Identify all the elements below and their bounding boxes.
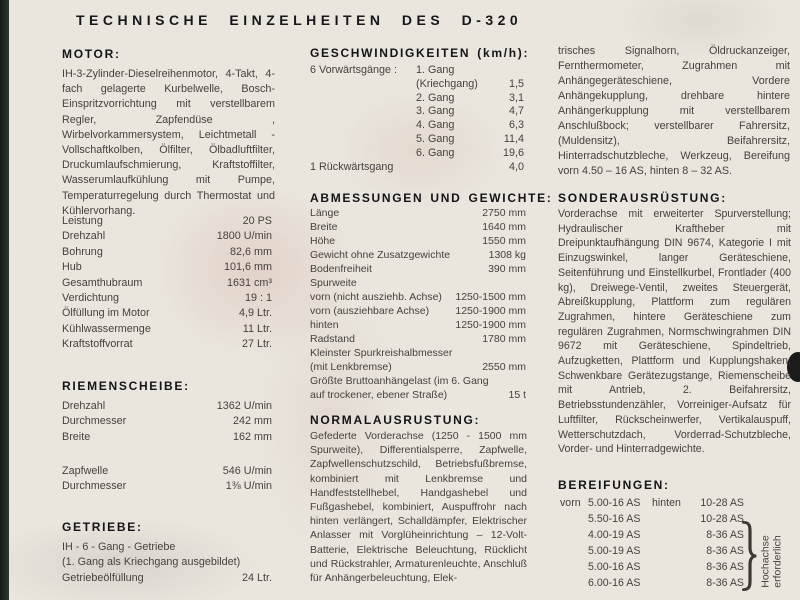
spec-row — [310, 206, 526, 220]
tire-rear-size: 8-36 AS — [706, 545, 744, 557]
spec-value: 101,6 mm — [223, 261, 272, 274]
tires-note-line: erforderlich — [771, 535, 783, 588]
spec-row — [62, 479, 272, 494]
riemenscheibe-spec-table — [62, 399, 272, 445]
spec-value: 19 : 1 — [244, 292, 272, 305]
spec-label: Höhe — [310, 235, 336, 247]
spec-row — [310, 262, 526, 276]
speed-value: 4,0 — [508, 160, 524, 173]
gear-label: 6. Gang — [416, 146, 455, 159]
speed-value: 3,1 — [508, 91, 524, 104]
tire-front-size: 5.00-16 AS — [588, 561, 641, 573]
tire-rear-size: 10-28 AS — [700, 497, 744, 509]
spec-row — [62, 229, 272, 244]
tire-rear-size: 8-36 AS — [706, 561, 744, 573]
speed-row — [310, 133, 524, 147]
tire-front-label — [560, 527, 588, 543]
spec-row — [310, 276, 526, 290]
getriebe-line: IH - 6 - Gang - Getriebe — [62, 541, 176, 553]
spec-value: 1800 U/min — [216, 230, 272, 243]
tire-rear-label — [652, 511, 696, 527]
spec-row — [62, 337, 272, 352]
spec-value: 1250-1500 mm — [455, 291, 526, 303]
tire-rear-size: 8-36 AS — [706, 577, 744, 589]
standard-equipment-text-continued: trisches Signalhorn, Öldruckanzeiger, Fernthermometer, Zugrahmen mit Anhängegeräteschiene, Vordere Anhängekupplung, drehbare hintere Anhängerkupplung mit verstellbarem Anschlußbock; verstellbarer Fahrersitz, (Muldensitz), Beifahrersitz, Hinterradschutzbleche, Werkzeug, Bereifung vorn 4.50 – 16 AS, hinten 8 – 32 AS. — [558, 45, 790, 177]
spec-value: 1250-1900 mm — [455, 319, 526, 331]
tire-row — [560, 527, 744, 543]
speed-prefix — [310, 92, 416, 106]
speed-prefix — [310, 105, 416, 119]
gear-label — [416, 161, 488, 175]
speed-row — [310, 78, 524, 92]
spec-row — [310, 234, 526, 248]
tire-row — [560, 495, 744, 511]
spec-row — [62, 414, 272, 429]
tire-front-size: 5.00-16 AS — [588, 497, 641, 509]
spec-label: Gewicht ohne Zusatzgewichte — [310, 249, 451, 261]
spec-row — [62, 291, 272, 306]
getriebe-description — [62, 540, 274, 571]
spec-value: 20 PS — [242, 215, 272, 227]
spec-value: 4,9 Ltr. — [238, 307, 272, 320]
tires-note — [752, 520, 792, 592]
spec-row — [62, 245, 272, 260]
spec-value: 24 Ltr. — [241, 572, 272, 584]
spec-row — [62, 571, 272, 586]
gear-label: 4. Gang — [416, 119, 455, 132]
tire-front-size: 5.00-19 AS — [588, 545, 641, 557]
spec-row — [62, 322, 272, 337]
zapfwelle-spec-table — [62, 464, 272, 495]
spec-label: Leistung — [62, 215, 103, 227]
spec-value: 1⅜ U/min — [225, 480, 272, 493]
spec-row — [62, 306, 272, 321]
spec-row — [62, 214, 272, 229]
spec-row — [310, 388, 526, 402]
speed-value — [488, 64, 524, 78]
spec-label: Hub — [62, 261, 82, 274]
tire-front-label — [560, 511, 588, 527]
spec-label: hinten — [310, 319, 339, 331]
spec-label: Breite — [62, 430, 91, 443]
spec-label: Durchmesser — [62, 480, 127, 493]
section-heading-sonderausruestung: SONDERAUSRÜSTUNG: — [558, 191, 727, 205]
spec-value: 1250-1900 mm — [455, 305, 526, 317]
spec-value: 1550 mm — [482, 235, 526, 247]
spec-label: Spurweite — [310, 277, 357, 289]
spec-row — [310, 318, 526, 332]
tire-front-label — [560, 575, 588, 591]
spec-label: Zapfwelle — [62, 465, 109, 477]
section-heading-abmessungen: ABMESSUNGEN UND GEWICHTE: — [310, 191, 553, 205]
spec-value: 546 U/min — [222, 465, 272, 477]
spec-value: 15 t — [508, 389, 526, 401]
tire-front-label — [560, 559, 588, 575]
speed-value: 19,6 — [502, 146, 524, 159]
spec-label: Ölfüllung im Motor — [62, 307, 150, 320]
speed-row — [310, 119, 524, 133]
spec-label: Gesamthubraum — [62, 276, 143, 289]
spec-value: 1631 cm³ — [226, 276, 272, 289]
page-title: TECHNISCHE EINZELHEITEN DES D-320 — [76, 12, 523, 28]
spec-row — [310, 360, 526, 374]
tire-row — [560, 543, 744, 559]
gear-label: 5. Gang — [416, 132, 455, 145]
section-heading-geschwindigkeiten: GESCHWINDIGKEITEN (km/h): — [310, 46, 530, 60]
dimensions-table — [310, 206, 526, 402]
standard-equipment-text: Gefederte Vorderachse (1250 - 1500 mm Spurweite), Differentialsperre, Zapfwelle, Zapfwellenschutzschild, Betriebsfußbremse, kombiniert mit Lenkbremse und Handfeststellhebel, Handgashebel und Fußgashebel, kombiniert, Auspuffrohr nach hinten verlängert, Schalldämpfer, Elektrischer Anlasser mit Vorglüheinrichtung – 12-Volt-Batterie, Elektrische Beleuchtung, Rücklicht und Rückstrahler, Armaturenleuchte, Anschluß für Anhängerbeleuchtung, Elek- — [310, 430, 527, 585]
speed-row — [310, 161, 524, 175]
speed-prefix: 6 Vorwärtsgänge : — [310, 64, 398, 76]
section-heading-motor: MOTOR: — [62, 47, 121, 61]
spec-label: Radstand — [310, 333, 355, 345]
spec-value: 2750 mm — [482, 207, 526, 219]
spec-label: Größte Bruttoanhängelast (im 6. Gang — [310, 375, 489, 387]
spec-value: 82,6 mm — [229, 245, 272, 258]
speed-prefix — [310, 119, 416, 133]
tires-table — [560, 495, 744, 591]
speed-value: 6,3 — [508, 119, 524, 132]
tire-rear-label — [652, 527, 696, 543]
spec-value: 242 mm — [232, 415, 272, 428]
spec-row — [310, 248, 526, 262]
speed-row — [310, 105, 524, 119]
spec-label: Länge — [310, 207, 340, 219]
tire-rear-size: 8-36 AS — [706, 529, 744, 541]
section-heading-normalausruestung: NORMALAUSRUSTUNG: — [310, 413, 481, 427]
spec-value: 390 mm — [488, 263, 526, 275]
spec-label: Breite — [310, 221, 338, 233]
speeds-table — [310, 64, 524, 174]
gear-label: 3. Gang — [416, 105, 455, 118]
tire-rear-size: 10-28 AS — [700, 513, 744, 525]
tire-front-size: 4.00-19 AS — [588, 529, 641, 541]
spec-label: Getriebeölfüllung — [62, 572, 144, 584]
speed-value: 11,4 — [503, 132, 524, 145]
gear-label: 2. Gang — [416, 91, 455, 104]
tire-front-label — [560, 543, 588, 559]
tire-row — [560, 511, 744, 527]
gear-label: (Kriechgang) — [416, 77, 478, 90]
spec-label: Kühlwassermenge — [62, 322, 151, 335]
speed-value: 4,7 — [508, 105, 524, 118]
tire-row — [560, 575, 744, 591]
speed-prefix: 1 Rückwärtsgang — [310, 160, 394, 173]
tire-front-label: vorn — [560, 497, 581, 509]
spec-value: 1362 U/min — [216, 400, 272, 412]
spec-label: auf trockener, ebener Straße) — [310, 389, 448, 401]
spec-value: 1308 kg — [488, 249, 526, 261]
tire-rear-label — [652, 543, 696, 559]
spec-label: Durchmesser — [62, 415, 127, 428]
spec-value: 2550 mm — [482, 361, 526, 373]
tire-rear-label — [652, 575, 696, 591]
speed-row — [310, 64, 524, 78]
tire-front-size: 6.00-16 AS — [588, 577, 641, 589]
speed-prefix — [310, 133, 416, 147]
tire-rear-label: hinten — [652, 497, 681, 509]
spec-label: Kleinster Spurkreishalbmesser — [310, 347, 453, 359]
spec-value: 1640 mm — [482, 221, 526, 233]
special-equipment-text: Vorderachse mit erweiterter Spurverstellung; Hydraulischer Kraftheber mit Dreipunktaufhängung DIN 9674, Kategorie I mit Einzugswinkel, langer Geräteschiene, Seitenführung und Einstellkurbel, Frontlader (400 kg), Dreiwege-Ventil, zweites Steuergerät, Abreißkupplung, Plattform zum regulären Zugrahmen, hintere Geräteschiene zum regulären Zugrahmen, Normschwingrahmen DIN 9672 mit Geräteschiene, Spindeltrieb, Aufzugketten, Plattform und Kupplungshaken; Schwenkbare Gerätezugstange, Riemenscheibe mit Antrieb, 2. Beifahrersitz, Betriebsstundenzähler, Vorreiniger-Aufsatz für Luftfilter, Rückscheinwerfer, Vertikalauspuff, Wetterschutzdach, Vorderrad-Schutzbleche, Vorder- und Hinterradgewichte. — [558, 208, 791, 456]
speed-prefix — [310, 147, 416, 161]
spec-value: 1780 mm — [482, 333, 526, 345]
speed-value: 1,5 — [508, 77, 524, 90]
spec-row — [310, 346, 526, 360]
tire-rear-label — [652, 559, 696, 575]
spec-label: Bohrung — [62, 245, 103, 258]
getriebe-spec-table — [62, 571, 272, 586]
spec-label: Kraftstoffvorrat — [62, 338, 133, 351]
spec-label: vorn (nicht ausziehb. Achse) — [310, 291, 442, 303]
section-heading-riemenscheibe: RIEMENSCHEIBE: — [62, 379, 190, 393]
spec-label: Bodenfreiheit — [310, 263, 372, 275]
tire-front-size: 5.50-16 AS — [588, 513, 641, 525]
spec-value: 162 mm — [232, 430, 272, 443]
section-heading-getriebe: GETRIEBE: — [62, 520, 143, 534]
section-heading-bereifungen: BEREIFUNGEN: — [558, 478, 670, 492]
gear-label: 1. Gang — [416, 64, 455, 76]
getriebe-line: (1. Gang als Kriechgang ausgebildet) — [62, 556, 241, 569]
spec-row — [62, 276, 272, 291]
motor-spec-table — [62, 214, 272, 353]
spec-value: 11 Ltr. — [242, 322, 272, 335]
tire-row — [560, 559, 744, 575]
spec-label: Verdichtung — [62, 292, 120, 305]
spec-value: 27 Ltr. — [241, 338, 272, 351]
spec-row — [62, 399, 272, 414]
spec-row — [310, 304, 526, 318]
spec-row — [310, 290, 526, 304]
spec-label: Drehzahl — [62, 400, 106, 412]
speed-row — [310, 147, 524, 161]
spec-label: Drehzahl — [62, 230, 106, 243]
spec-row — [310, 220, 526, 234]
speed-prefix — [310, 78, 416, 92]
spec-row — [62, 464, 272, 479]
binding-edge — [0, 0, 9, 600]
spec-label: (mit Lenkbremse) — [310, 361, 392, 373]
motor-description: IH-3-Zylinder-Dieselreihenmotor, 4-Takt, 4-fach gelagerte Kurbelwelle, Bosch-Einspritzvorrichtung mit verstellbarem Regler, Zapfendüse , Wirbelvorkammersystem, Leichtmetall - Vollschaftkolben, Ölfilter, Ölbadluftfilter, Druckumlaufschmierung, Kraftstoffilter, Wasserumlaufkühlung mit Pumpe, Temperaturregelung durch Thermostat und Kühlervorhang. — [62, 68, 275, 217]
spec-row — [62, 430, 272, 445]
spec-row — [62, 260, 272, 275]
spec-row — [310, 332, 526, 346]
spec-row — [310, 374, 526, 388]
speed-row — [310, 92, 524, 106]
spec-label: vorn (ausziehbare Achse) — [310, 305, 430, 317]
tires-note-line: Hochachse — [759, 535, 772, 588]
